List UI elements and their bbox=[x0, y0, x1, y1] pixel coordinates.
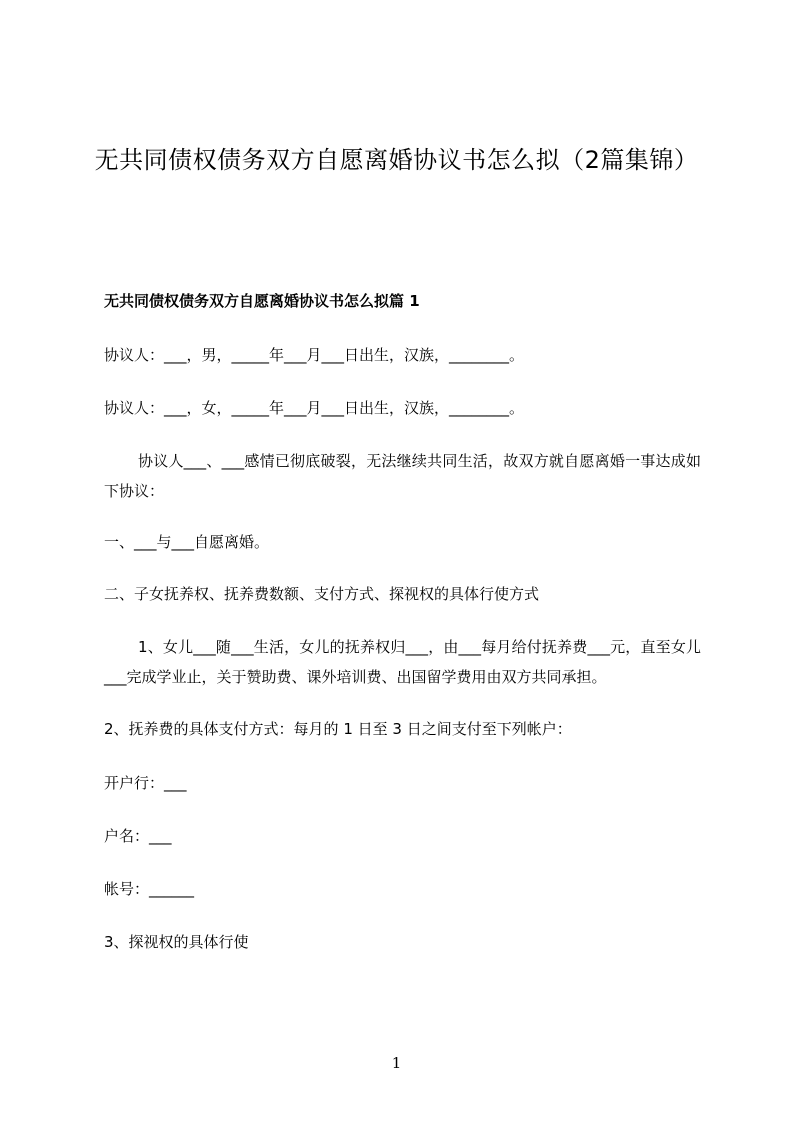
agreement-intro-paragraph: 协议人___、___感情已彻底破裂，无法继续共同生活，故双方就自愿离婚一事达成如下协议： bbox=[104, 452, 701, 500]
account-number-line: 帐号：______ bbox=[104, 880, 195, 898]
page-number: 1 bbox=[391, 1054, 402, 1072]
payment-method-line: 2、抚养费的具体支付方式：每月的 1 日至 3 日之间支付至下列帐户： bbox=[104, 720, 572, 738]
custody-paragraph: 1、女儿___随___生活，女儿的抚养权归___，由___每月给付抚养费___元，直至女儿___完成学业止，关于赞助费、课外培训费、出国留学费用由双方共同承担。 bbox=[104, 638, 701, 686]
account-holder-line: 户名：___ bbox=[104, 827, 172, 845]
party-b-line: 协议人：___，女，_____年___月___日出生，汉族，________。 bbox=[104, 399, 525, 417]
clause-2-heading: 二、子女抚养权、抚养费数额、支付方式、探视权的具体行使方式 bbox=[104, 585, 540, 603]
section-heading: 无共同债权债务双方自愿离婚协议书怎么拟篇 1 bbox=[104, 292, 420, 310]
party-a-line: 协议人：___，男，_____年___月___日出生，汉族，________。 bbox=[104, 346, 525, 364]
bank-name-line: 开户行：___ bbox=[104, 774, 187, 792]
document-title: 无共同债权债务双方自愿离婚协议书怎么拟（2篇集锦） bbox=[94, 146, 699, 174]
visitation-heading: 3、探视权的具体行使 bbox=[104, 933, 249, 951]
clause-1-divorce: 一、___与___自愿离婚。 bbox=[104, 533, 270, 551]
